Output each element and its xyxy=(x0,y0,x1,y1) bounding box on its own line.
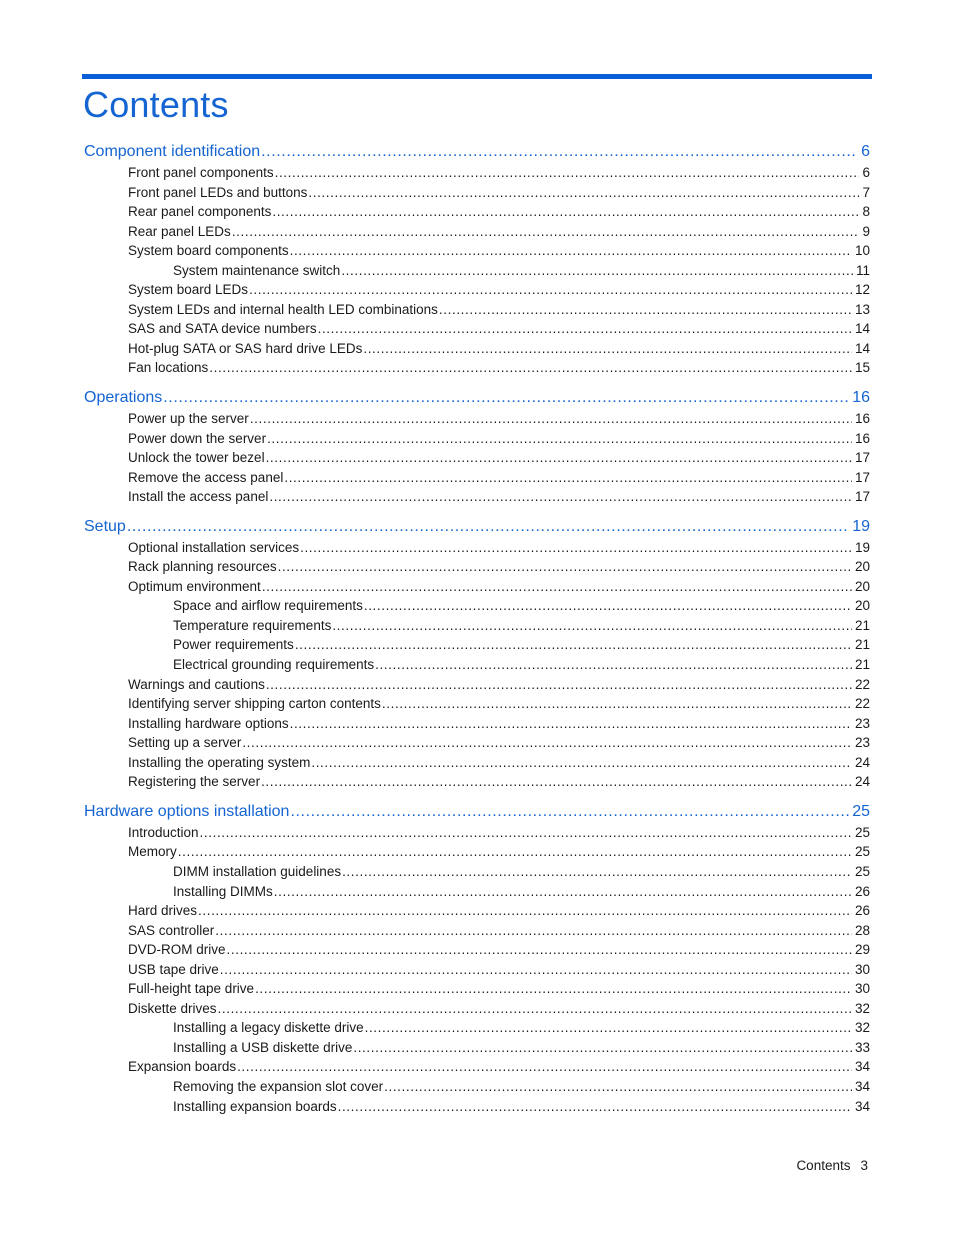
toc-page-number: 34 xyxy=(854,1098,870,1114)
toc-entry-label: Registering the server xyxy=(128,774,261,790)
toc-entry-link[interactable] xyxy=(84,202,870,222)
toc-entry-link[interactable] xyxy=(84,339,870,359)
toc-chapter xyxy=(84,140,870,378)
toc-entry-label: Front panel components xyxy=(128,165,274,180)
dot-leader xyxy=(267,429,852,449)
toc-entry-label: Memory xyxy=(128,844,177,860)
toc-entry-label: Identifying server shipping carton contents xyxy=(128,696,381,712)
dot-leader xyxy=(178,842,852,862)
toc-entry-link[interactable] xyxy=(84,468,870,488)
toc-entry-label: Remove the access panel xyxy=(128,469,284,485)
dot-leader xyxy=(227,940,852,960)
dot-leader xyxy=(242,733,852,753)
toc-entry-link[interactable] xyxy=(84,448,870,468)
toc-entry-label: Warnings and cautions xyxy=(128,676,265,692)
toc-entry-link[interactable] xyxy=(84,772,870,792)
toc-entry-label: Installing a USB diskette drive xyxy=(173,1039,353,1055)
dot-leader xyxy=(384,1077,852,1097)
toc-entry-label: Removing the expansion slot cover xyxy=(173,1078,384,1094)
toc-entry-label: Temperature requirements xyxy=(173,617,332,633)
toc-entry-label: Expansion boards xyxy=(128,1059,237,1075)
toc-entry-label: Electrical grounding requirements xyxy=(173,657,375,673)
toc-entry-label: Setting up a server xyxy=(128,735,242,751)
dot-leader xyxy=(295,635,852,655)
toc-entry-link[interactable] xyxy=(84,1018,870,1038)
toc-entry-link[interactable] xyxy=(84,261,870,281)
toc-entry-link[interactable] xyxy=(84,358,870,378)
toc-page-number: 26 xyxy=(854,903,870,919)
toc-page-number: 32 xyxy=(854,1020,870,1036)
toc-entry-link[interactable] xyxy=(84,842,870,862)
dot-leader xyxy=(200,823,852,843)
toc-page-number: 22 xyxy=(854,696,870,712)
toc-entry-link[interactable] xyxy=(84,409,870,429)
toc-page-number: 34 xyxy=(854,1078,870,1094)
title-rule xyxy=(82,74,872,79)
toc-entry-link[interactable] xyxy=(84,733,870,753)
toc-entry-label: Fan locations xyxy=(128,360,209,376)
toc-entry-link[interactable] xyxy=(84,823,870,843)
toc-entry-link[interactable] xyxy=(84,960,870,980)
dot-leader xyxy=(278,557,852,577)
dot-leader xyxy=(338,1097,852,1117)
toc-entry-label: Optional installation services xyxy=(128,539,300,555)
toc-entry-label: USB tape drive xyxy=(128,961,219,977)
toc-entry-label: Introduction xyxy=(128,824,199,840)
dot-leader xyxy=(290,241,852,261)
toc-entry-link[interactable] xyxy=(84,319,870,339)
dot-leader xyxy=(342,862,852,882)
toc-page-number: 8 xyxy=(862,204,870,220)
toc-chapter-link[interactable] xyxy=(84,386,870,409)
toc-entry-link[interactable] xyxy=(84,979,870,999)
toc-entry-link[interactable] xyxy=(84,714,870,734)
dot-leader xyxy=(266,448,852,468)
dot-leader xyxy=(220,960,852,980)
toc-page-number: 17 xyxy=(854,469,870,485)
toc-page-number: 34 xyxy=(854,1059,870,1075)
toc-chapter-link[interactable] xyxy=(84,140,870,163)
toc-entry-link[interactable] xyxy=(84,1057,870,1077)
toc-entry-link[interactable] xyxy=(84,538,870,558)
toc-page-number: 6 xyxy=(862,165,870,180)
dot-leader xyxy=(215,921,852,941)
dot-leader xyxy=(262,577,852,597)
toc-entry-link[interactable] xyxy=(84,557,870,577)
dot-leader xyxy=(290,800,849,823)
toc-entry-label: Operations xyxy=(84,389,163,407)
toc-page-number: 9 xyxy=(862,223,870,239)
toc-page-number: 25 xyxy=(854,824,870,840)
toc-page-number: 30 xyxy=(854,961,870,977)
dot-leader xyxy=(439,300,852,320)
dot-leader xyxy=(266,675,852,695)
toc-page-number: 20 xyxy=(854,559,870,575)
toc-entry-link[interactable] xyxy=(84,675,870,695)
dot-leader xyxy=(163,386,849,409)
toc-page-number: 7 xyxy=(862,184,870,200)
toc-page-number: 17 xyxy=(854,489,870,505)
toc-entry-label: Unlock the tower bezel xyxy=(128,450,265,466)
toc-entry-label: DIMM installation guidelines xyxy=(173,863,342,879)
toc-entry-link[interactable] xyxy=(84,694,870,714)
dot-leader xyxy=(364,596,852,616)
toc-entry-label: Optimum environment xyxy=(128,578,261,594)
toc-page-number: 21 xyxy=(854,637,870,653)
toc-entry-label: Front panel LEDs and buttons xyxy=(128,184,308,200)
toc-page-number: 20 xyxy=(854,598,870,614)
toc-entry-link[interactable] xyxy=(84,753,870,773)
toc-entry-link[interactable] xyxy=(84,487,870,507)
toc-entry-label: Installing hardware options xyxy=(128,715,289,731)
dot-leader xyxy=(269,487,852,507)
dot-leader xyxy=(218,999,852,1019)
toc-page-number: 11 xyxy=(855,262,870,278)
dot-leader xyxy=(237,1057,852,1077)
dot-leader xyxy=(300,538,852,558)
dot-leader xyxy=(249,280,852,300)
toc-entry-label: System maintenance switch xyxy=(173,262,341,278)
toc-page-number: 20 xyxy=(854,578,870,594)
toc-entry-link[interactable] xyxy=(84,882,870,902)
toc-page-number: 16 xyxy=(852,389,870,407)
toc-entry-link[interactable] xyxy=(84,862,870,882)
page-title: Contents xyxy=(83,84,229,125)
toc-chapter-link[interactable] xyxy=(84,515,870,538)
toc-entry-label: Space and airflow requirements xyxy=(173,598,363,614)
dot-leader xyxy=(198,901,852,921)
dot-leader xyxy=(261,140,858,163)
toc-entry-link[interactable] xyxy=(84,901,870,921)
dot-leader xyxy=(261,772,852,792)
toc-entry-link[interactable] xyxy=(84,183,870,203)
dot-leader xyxy=(308,183,859,203)
dot-leader xyxy=(274,882,852,902)
toc-page-number: 19 xyxy=(854,539,870,555)
toc-chapter xyxy=(84,800,870,1116)
toc-page-number: 12 xyxy=(854,282,870,298)
toc-page-number: 21 xyxy=(854,617,870,633)
toc-page-number: 23 xyxy=(854,715,870,731)
toc-entry-link[interactable] xyxy=(84,577,870,597)
toc-entry-link[interactable] xyxy=(84,596,870,616)
toc-entry-label: Power down the server xyxy=(128,430,267,446)
toc-entry-label: Power requirements xyxy=(173,637,294,653)
toc-entry-label: DVD-ROM drive xyxy=(128,942,226,958)
dot-leader xyxy=(290,714,852,734)
toc-entry-label: Installing DIMMs xyxy=(173,883,273,899)
toc-page-number: 24 xyxy=(854,754,870,770)
toc-entry-label: System board components xyxy=(128,243,289,259)
toc-entry-link[interactable] xyxy=(84,921,870,941)
toc-page-number: 14 xyxy=(854,321,870,337)
toc-entry-link[interactable] xyxy=(84,1038,870,1058)
toc-entry-link[interactable] xyxy=(84,300,870,320)
toc-page-number: 16 xyxy=(854,430,870,446)
toc-entry-link[interactable] xyxy=(84,999,870,1019)
toc-entry-label: Install the access panel xyxy=(128,489,269,505)
toc-entry-label: System board LEDs xyxy=(128,282,249,298)
toc-entry-label: Rack planning resources xyxy=(128,559,277,575)
toc-entry-link[interactable] xyxy=(84,280,870,300)
toc-entry-link[interactable] xyxy=(84,616,870,636)
dot-leader xyxy=(284,468,852,488)
dot-leader xyxy=(275,163,860,183)
toc-entry-label: Installing the operating system xyxy=(128,754,311,770)
toc-page-number: 24 xyxy=(854,774,870,790)
toc-page-number: 22 xyxy=(854,676,870,692)
toc-entry-label: Diskette drives xyxy=(128,1000,217,1016)
toc-entry-link[interactable] xyxy=(84,940,870,960)
dot-leader xyxy=(341,261,853,281)
toc-chapter xyxy=(84,515,870,792)
dot-leader xyxy=(311,753,852,773)
toc-page-number: 25 xyxy=(854,863,870,879)
toc-page-number: 14 xyxy=(854,340,870,356)
toc-page-number: 13 xyxy=(854,301,870,317)
toc-chapter-link[interactable] xyxy=(84,800,870,823)
toc-entry-link[interactable] xyxy=(84,655,870,675)
dot-leader xyxy=(332,616,852,636)
toc-entry-label: Hard drives xyxy=(128,903,198,919)
toc-entry-label: Component identification xyxy=(84,143,261,160)
dot-leader xyxy=(232,222,860,242)
toc-entry-link[interactable] xyxy=(84,163,870,183)
toc-page-number: 32 xyxy=(854,1000,870,1016)
toc-entry-link[interactable] xyxy=(84,429,870,449)
toc-entry-label: Rear panel components xyxy=(128,204,272,220)
toc-entry-label: Hot-plug SATA or SAS hard drive LEDs xyxy=(128,340,363,356)
toc-entry-link[interactable] xyxy=(84,241,870,261)
toc-entry-label: Rear panel LEDs xyxy=(128,223,231,239)
toc-page-number: 10 xyxy=(854,243,870,259)
toc-entry-link[interactable] xyxy=(84,635,870,655)
toc-entry-link[interactable] xyxy=(84,1077,870,1097)
toc-page-number: 21 xyxy=(854,657,870,673)
toc-entry-label: Setup xyxy=(84,517,126,535)
toc-entry-link[interactable] xyxy=(84,222,870,242)
dot-leader xyxy=(382,694,852,714)
toc-page-number: 25 xyxy=(852,802,870,820)
table-of-contents xyxy=(84,140,870,1116)
toc-entry-label: System LEDs and internal health LED combinations xyxy=(128,301,438,317)
toc-chapter xyxy=(84,386,870,507)
dot-leader xyxy=(272,202,859,222)
toc-page-number: 28 xyxy=(854,922,870,938)
footer-label: Contents xyxy=(796,1158,851,1173)
toc-entry-label: Hardware options installation xyxy=(84,802,290,820)
toc-page-number: 23 xyxy=(854,735,870,751)
toc-entry-label: SAS controller xyxy=(128,922,215,938)
toc-entry-label: Full-height tape drive xyxy=(128,981,255,997)
toc-page-number: 6 xyxy=(861,143,870,160)
toc-entry-link[interactable] xyxy=(84,1097,870,1117)
toc-page-number: 17 xyxy=(854,450,870,466)
dot-leader xyxy=(209,358,852,378)
dot-leader xyxy=(250,409,852,429)
toc-page-number: 19 xyxy=(852,517,870,535)
footer-page-number: 3 xyxy=(860,1158,868,1173)
toc-page-number: 25 xyxy=(854,844,870,860)
toc-page-number: 29 xyxy=(854,942,870,958)
dot-leader xyxy=(255,979,852,999)
toc-entry-label: Installing expansion boards xyxy=(173,1098,337,1114)
dot-leader xyxy=(127,515,849,538)
toc-entry-label: SAS and SATA device numbers xyxy=(128,321,317,337)
toc-page-number: 15 xyxy=(854,360,870,376)
dot-leader xyxy=(318,319,852,339)
toc-page-number: 16 xyxy=(854,411,870,427)
toc-page-number: 33 xyxy=(854,1039,870,1055)
toc-page-number: 26 xyxy=(854,883,870,899)
toc-page-number: 30 xyxy=(854,981,870,997)
toc-entry-label: Installing a legacy diskette drive xyxy=(173,1020,364,1036)
dot-leader xyxy=(365,1018,852,1038)
dot-leader xyxy=(375,655,852,675)
dot-leader xyxy=(353,1038,852,1058)
page-footer xyxy=(796,1158,868,1173)
toc-entry-label: Power up the server xyxy=(128,411,249,427)
dot-leader xyxy=(363,339,852,359)
